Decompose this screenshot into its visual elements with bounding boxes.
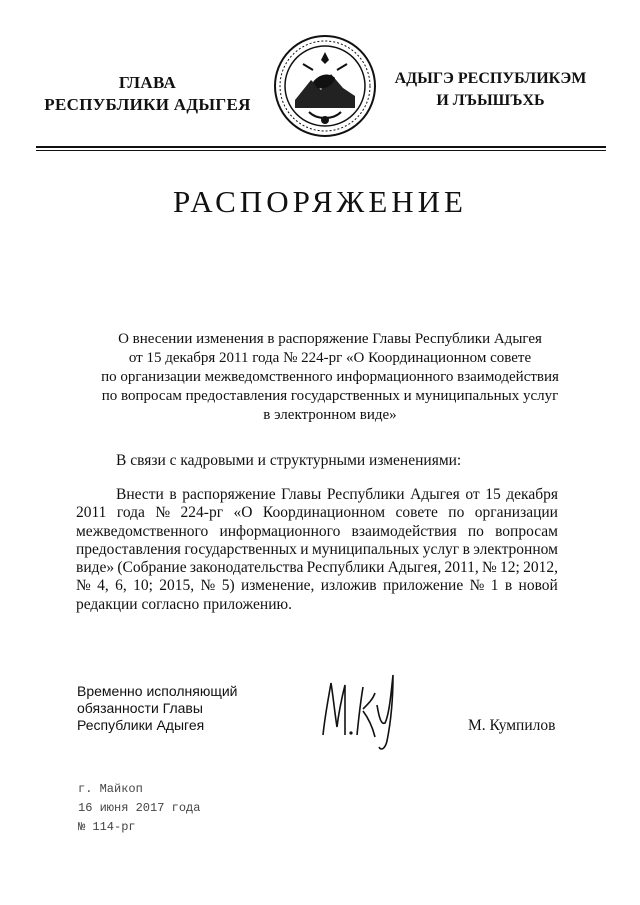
- footer-date: 16 июня 2017 года: [78, 801, 201, 815]
- document-title: РАСПОРЯЖЕНИЕ: [173, 184, 467, 219]
- signatory-name: М. Кумпилов: [468, 717, 556, 734]
- body-paragraph: [76, 486, 558, 614]
- body-word: взаимодействия: [351, 522, 457, 540]
- body-word: муниципальных: [311, 540, 420, 558]
- body-word: виде»: [76, 559, 115, 577]
- body-word: 2012,: [523, 559, 558, 577]
- body-word: Республики: [326, 486, 405, 503]
- issuer-ru: [40, 72, 255, 116]
- subject-line: по вопросам предоставления государственных и муниципальных услуг: [101, 388, 559, 404]
- body-word: 2011,: [444, 559, 479, 577]
- body-word: в: [169, 486, 177, 503]
- body-word: изменение,: [240, 577, 315, 595]
- body-line: [76, 541, 558, 559]
- body-word: 1: [490, 577, 499, 595]
- body-word: Координационном: [262, 504, 386, 522]
- issuer-ru-line1: ГЛАВА: [118, 73, 177, 92]
- body-word: Адыгея: [410, 486, 460, 503]
- body-word: 2011: [76, 504, 107, 522]
- body-word: законодательства: [189, 559, 304, 577]
- body-word: распоряжение: [182, 486, 276, 503]
- body-word: 10;: [133, 577, 153, 595]
- signatory-position: [77, 683, 237, 734]
- body-line: редакции согласно приложению.: [76, 595, 292, 613]
- body-word: организации: [474, 504, 558, 522]
- issuer-ady-line1: АДЫГЭ РЕСПУБЛИКЭМ: [394, 70, 587, 87]
- body-line: [76, 559, 558, 577]
- body-word: №: [76, 577, 91, 595]
- body-word: новой: [518, 577, 558, 595]
- body-word: декабря: [506, 486, 558, 503]
- body-word: (Собрание: [117, 559, 187, 577]
- body-word: 224-рг: [180, 504, 224, 522]
- body-word: приложение: [382, 577, 464, 595]
- header-rule-thin: [36, 150, 606, 151]
- body-line: [76, 577, 558, 595]
- body-word: №: [200, 577, 216, 595]
- body-line: [76, 504, 558, 522]
- body-word: 6,: [115, 577, 127, 595]
- body-word: Республики: [306, 559, 385, 577]
- header-rule-thick: [36, 146, 606, 148]
- body-word: по: [448, 504, 465, 522]
- body-word: 12;: [500, 559, 520, 577]
- body-word: изложив: [320, 577, 377, 595]
- body-word: Внести: [116, 486, 164, 503]
- body-word: предоставления: [76, 540, 181, 558]
- body-word: 5): [221, 577, 235, 595]
- body-word: по: [467, 522, 484, 540]
- footer-city: г. Майкоп: [78, 782, 143, 796]
- body-line: [76, 523, 558, 541]
- body-word: информационного: [219, 522, 341, 540]
- subject-line: О внесении изменения в распоряжение Главы Республики Адыгея: [118, 331, 542, 347]
- body-word: вопросам: [495, 522, 558, 540]
- body-word: «О: [233, 504, 253, 522]
- body-word: от: [465, 486, 480, 503]
- issuer-ru-line2: РЕСПУБЛИКИ АДЫГЕЯ: [44, 95, 251, 114]
- position-line: обязанности Главы: [77, 700, 203, 716]
- body-word: государственных: [184, 540, 297, 558]
- body-word: в: [462, 540, 470, 558]
- body-word: Адыгея,: [387, 559, 442, 577]
- position-line: Временно исполняющий: [77, 683, 238, 699]
- body-word: №: [481, 559, 497, 577]
- footer-number: № 114-рг: [78, 820, 136, 834]
- position-line: Республики Адыгея: [77, 717, 205, 733]
- body-word: 4,: [97, 577, 109, 595]
- body-word: и: [300, 540, 309, 558]
- body-word: межведомственного: [76, 522, 209, 540]
- body-word: услуг: [422, 540, 460, 558]
- body-word: Главы: [281, 486, 322, 503]
- subject-line: по организации межведомственного информационного взаимодействия: [101, 369, 559, 385]
- body-word: 2015,: [159, 577, 195, 595]
- coat-of-arms-emblem: [273, 34, 377, 138]
- body-word: 15: [485, 486, 501, 503]
- subject-line: от 15 декабря 2011 года № 224-рг «О Координационном совете: [128, 350, 532, 366]
- body-line: [76, 486, 558, 504]
- issuer-ady-line2: И ЛЪЫШЪХЬ: [436, 92, 545, 109]
- body-word: №: [469, 577, 485, 595]
- preamble: В связи с кадровыми и структурными изменениями:: [116, 452, 462, 469]
- document-subject: [80, 330, 580, 425]
- body-word: совете: [395, 504, 438, 522]
- issuer-ady: [388, 68, 593, 112]
- document-footer: [78, 780, 200, 837]
- body-word: года: [116, 504, 145, 522]
- handwritten-signature: [315, 665, 405, 755]
- body-word: электронном: [473, 540, 558, 558]
- subject-line: в электронном виде»: [263, 407, 397, 423]
- body-word: №: [155, 504, 171, 522]
- body-word: в: [504, 577, 513, 595]
